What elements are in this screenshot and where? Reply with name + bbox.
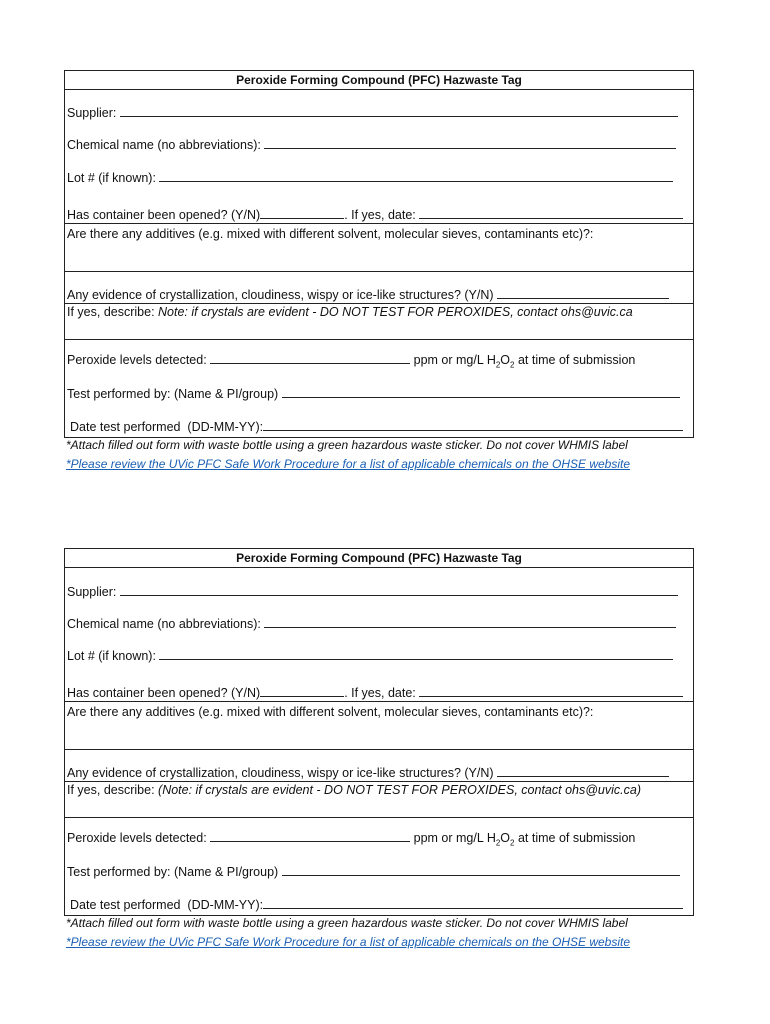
chemical-field[interactable] (264, 616, 676, 628)
peroxide-label: Peroxide levels detected: (67, 353, 207, 367)
additives-row (65, 227, 693, 242)
describe-label: If yes, describe: (67, 783, 155, 797)
divider (65, 781, 693, 782)
divider (65, 223, 693, 224)
date-field[interactable] (263, 897, 683, 909)
peroxide-units: ppm or mg/L $H_2O_2$ at time of submission (413, 353, 636, 370)
date-label: Date test performed (DD-MM-YY): (70, 420, 264, 434)
chemical-field[interactable] (264, 137, 676, 149)
describe-note: (Note: if crystals are evident - DO NOT TEST FOR PEROXIDES, contact ohs@uvic.ca) (158, 783, 641, 797)
lot-field[interactable] (159, 648, 673, 660)
describe-row (65, 305, 693, 320)
opened-row (65, 207, 693, 223)
review-link[interactable]: *Please review the UVic PFC Safe Work Procedure for a list of applicable chemicals on the OHSE website (66, 457, 631, 471)
supplier-label: Supplier: (67, 106, 117, 120)
hazwaste-tag-2 (64, 548, 694, 916)
lot-field[interactable] (159, 170, 673, 182)
review-link[interactable]: *Please review the UVic PFC Safe Work Procedure for a list of applicable chemicals on the OHSE website (66, 935, 631, 949)
opened-date-label: . If yes, date: (344, 208, 416, 222)
opened-field[interactable] (260, 207, 344, 219)
peroxide-units: ppm or mg/L $H_2O_2$ at time of submission (413, 831, 636, 848)
crystal-label: Any evidence of crystallization, cloudiness, wispy or ice-like structures? (Y/N) (67, 766, 494, 780)
date-row (65, 897, 693, 913)
crystal-field[interactable] (497, 765, 669, 777)
opened-row (65, 685, 693, 701)
peroxide-field[interactable] (210, 352, 410, 364)
divider (65, 749, 693, 750)
describe-label: If yes, describe: (67, 305, 155, 319)
chemical-row (65, 616, 693, 632)
divider (65, 567, 693, 568)
tested-by-row (65, 864, 693, 880)
divider (65, 701, 693, 702)
describe-row (65, 783, 693, 798)
tested-by-row (65, 386, 693, 402)
supplier-field[interactable] (120, 105, 678, 117)
tested-by-field[interactable] (282, 864, 680, 876)
hazwaste-tag-1 (64, 70, 694, 438)
divider (65, 271, 693, 272)
tested-by-label: Test performed by: (Name & PI/group) (67, 387, 279, 401)
tested-by-label: Test performed by: (Name & PI/group) (67, 865, 279, 879)
tag-title: Peroxide Forming Compound (PFC) Hazwaste Tag (236, 551, 522, 565)
divider (65, 303, 693, 304)
lot-row (65, 648, 693, 664)
tested-by-field[interactable] (282, 386, 680, 398)
date-label: Date test performed (DD-MM-YY): (70, 898, 264, 912)
opened-label: Has container been opened? (Y/N) (67, 208, 261, 222)
lot-row (65, 170, 693, 186)
peroxide-row (65, 352, 693, 373)
chemical-label: Chemical name (no abbreviations): (67, 617, 261, 631)
opened-date-label: . If yes, date: (344, 686, 416, 700)
divider (65, 817, 693, 818)
chemical-label: Chemical name (no abbreviations): (67, 138, 261, 152)
lot-label: Lot # (if known): (67, 649, 156, 663)
supplier-row (65, 105, 693, 121)
attach-note: *Attach filled out form with waste bottle using a green hazardous waste sticker. Do not cover WHMIS label (66, 916, 628, 930)
crystal-row (65, 287, 693, 303)
opened-field[interactable] (260, 685, 344, 697)
supplier-field[interactable] (120, 584, 678, 596)
peroxide-row (65, 830, 693, 851)
opened-date-field[interactable] (419, 207, 683, 219)
crystal-field[interactable] (497, 287, 669, 299)
additives-label: Are there any additives (e.g. mixed with different solvent, molecular sieves, contaminants etc)?: (67, 227, 594, 241)
date-row (65, 419, 693, 435)
attach-note: *Attach filled out form with waste bottle using a green hazardous waste sticker. Do not cover WHMIS label (66, 438, 628, 452)
divider (65, 339, 693, 340)
supplier-label: Supplier: (67, 585, 117, 599)
divider (65, 89, 693, 90)
peroxide-field[interactable] (210, 830, 410, 842)
describe-note: Note: if crystals are evident - DO NOT TEST FOR PEROXIDES, contact ohs@uvic.ca (158, 305, 633, 319)
peroxide-label: Peroxide levels detected: (67, 831, 207, 845)
crystal-row (65, 765, 693, 781)
supplier-row (65, 584, 693, 600)
opened-date-field[interactable] (419, 685, 683, 697)
date-field[interactable] (263, 419, 683, 431)
lot-label: Lot # (if known): (67, 171, 156, 185)
additives-row (65, 705, 693, 720)
opened-label: Has container been opened? (Y/N) (67, 686, 261, 700)
additives-label: Are there any additives (e.g. mixed with different solvent, molecular sieves, contaminants etc)?: (67, 705, 594, 719)
tag-title: Peroxide Forming Compound (PFC) Hazwaste Tag (236, 73, 522, 87)
chemical-row (65, 137, 693, 153)
crystal-label: Any evidence of crystallization, cloudiness, wispy or ice-like structures? (Y/N) (67, 288, 494, 302)
